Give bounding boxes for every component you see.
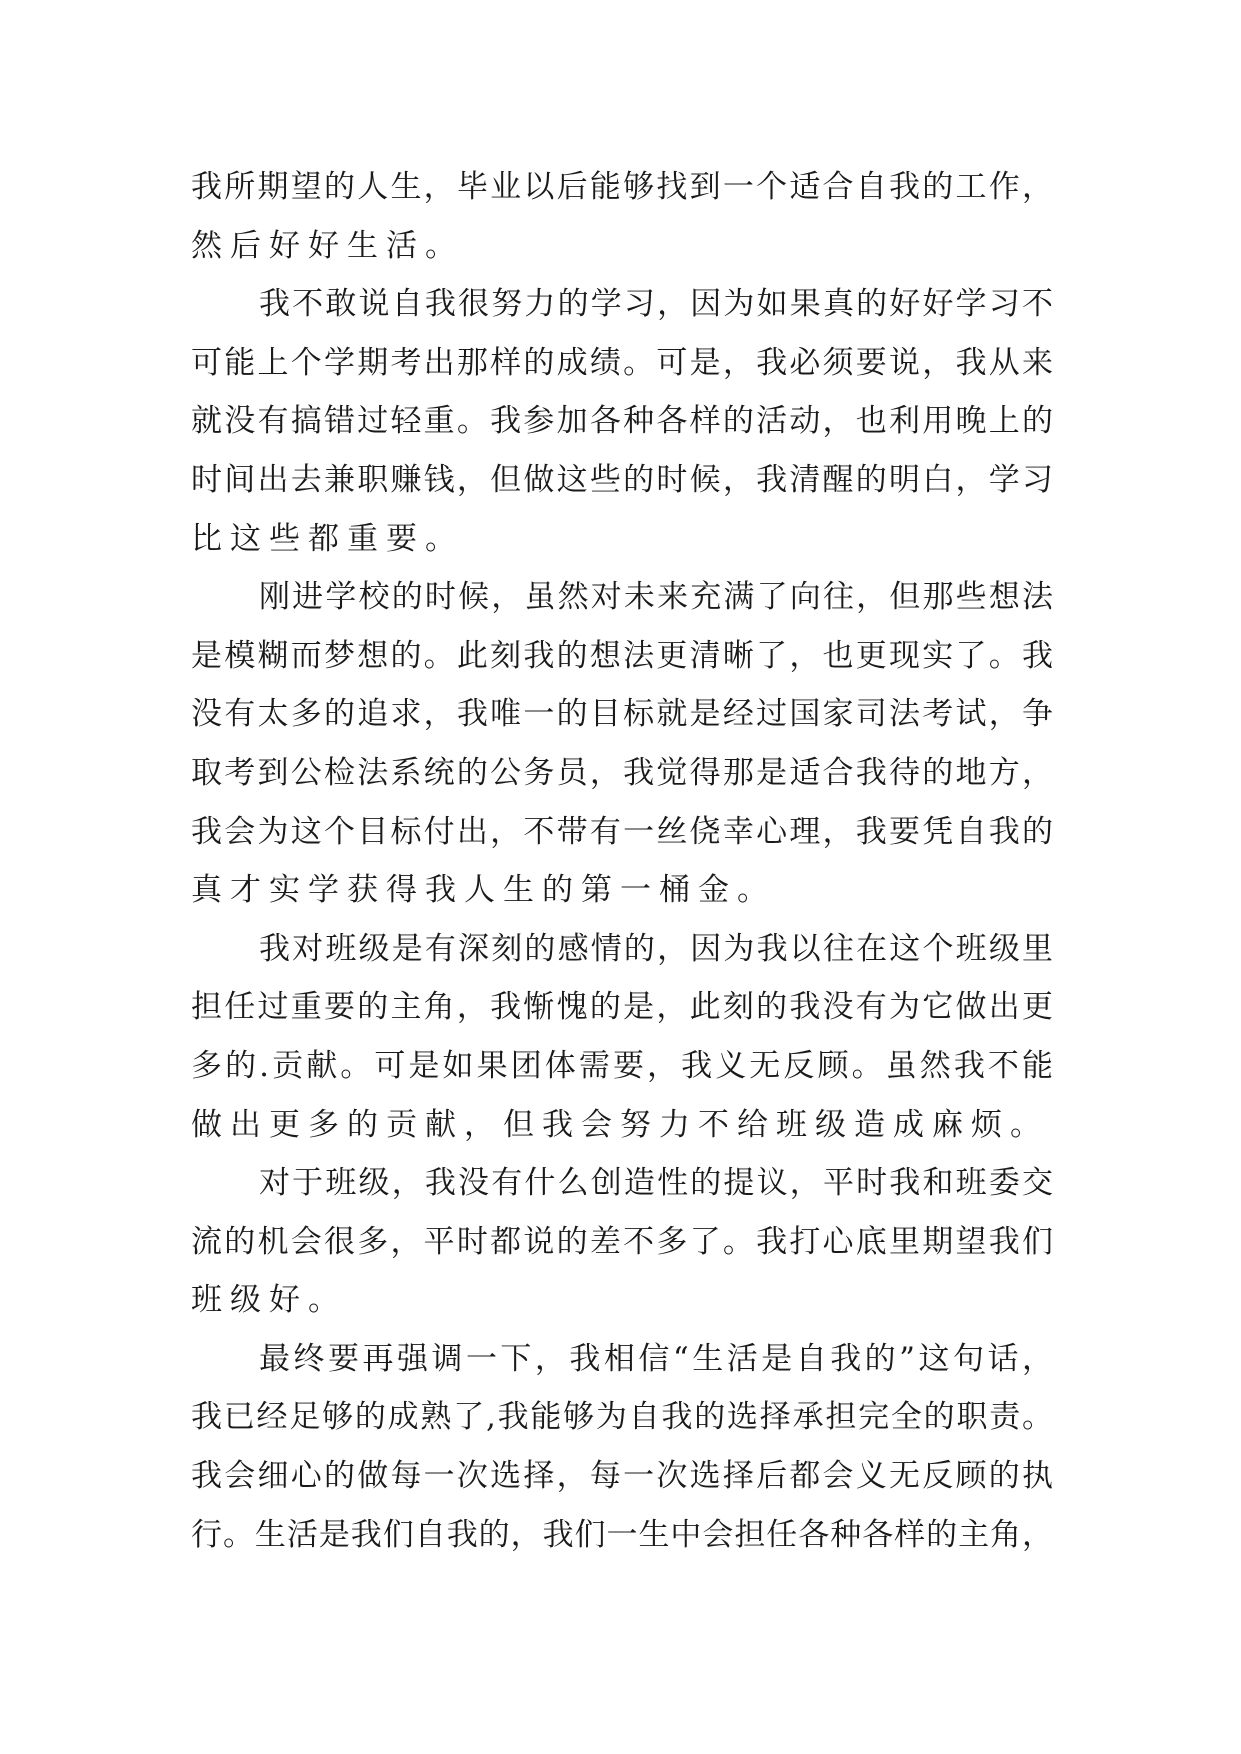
- text-line: 我不敢说自我很努力的学习，因为如果真的好好学习不: [259, 286, 1053, 323]
- text-line: 班级好。: [191, 1282, 347, 1319]
- text-line: 就没有搞错过轻重。我参加各种各样的活动，也利用晚上的: [191, 403, 1053, 440]
- body-text: [191, 158, 1053, 1564]
- text-line: 然后好好生活。: [191, 227, 464, 264]
- text-line: 做出更多的贡献，但我会努力不给班级造成麻烦。: [191, 1106, 1049, 1143]
- text-line: 对于班级，我没有什么创造性的提议，平时我和班委交: [259, 1165, 1053, 1202]
- text-line: 多的.贡献。可是如果团体需要，我义无反顾。虽然我不能: [191, 1047, 1053, 1084]
- text-line: 流的机会很多，平时都说的差不多了。我打心底里期望我们: [191, 1223, 1053, 1260]
- text-line: 可能上个学期考出那样的成绩。可是，我必须要说，我从来: [191, 344, 1053, 381]
- text-line: 行。生活是我们自我的，我们一生中会担任各种各样的主角，: [191, 1516, 1053, 1553]
- text-line: 我所期望的人生，毕业以后能够找到一个适合自我的工作，: [191, 169, 1053, 205]
- text-line: 我会为这个目标付出，不带有一丝侥幸心理，我要凭自我的: [191, 813, 1053, 850]
- text-line: 我对班级是有深刻的感情的，因为我以往在这个班级里: [259, 930, 1053, 967]
- text-line: 是模糊而梦想的。此刻我的想法更清晰了，也更现实了。我: [191, 637, 1053, 674]
- text-line: 没有太多的追求，我唯一的目标就是经过国家司法考试，争: [191, 696, 1053, 733]
- text-line: 比这些都重要。: [191, 520, 464, 557]
- text-line: 时间出去兼职赚钱，但做这些的时候，我清醒的明白，学习: [191, 461, 1053, 498]
- text-line: 担任过重要的主角，我惭愧的是，此刻的我没有为它做出更: [191, 989, 1053, 1026]
- text-line: 刚进学校的时候，虽然对未来充满了向往，但那些想法: [259, 579, 1053, 616]
- text-line: 最终要再强调一下，我相信“生活是自我的”这句话，: [259, 1340, 1053, 1377]
- text-line: 取考到公检法系统的公务员，我觉得那是适合我待的地方，: [191, 754, 1053, 791]
- text-line: 我已经足够的成熟了,我能够为自我的选择承担完全的职责。: [191, 1399, 1053, 1436]
- text-line: 真才实学获得我人生的第一桶金。: [191, 872, 776, 909]
- text-line: 我会细心的做每一次选择，每一次选择后都会义无反顾的执: [191, 1458, 1053, 1495]
